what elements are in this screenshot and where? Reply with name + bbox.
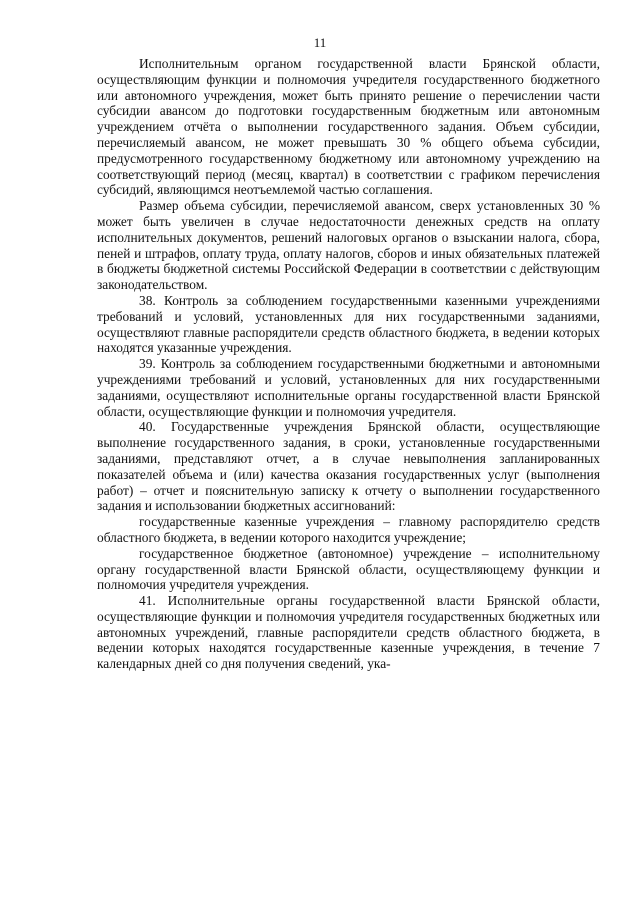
paragraph-subsidy-increase: Размер объема субсидии, перечисляемой авансом, сверх установленных 30 % может быть увеличен в случае недостаточности денежных средств на оплату исполнительных документов, решений налоговых органов о взыскании налога, сбора, пеней и штрафов, оплату труда, оплату налогов, сборов и иных обязательных платежей в бюджеты бюджетной системы Российской Федерации в соответствии с действующим законодательством. [97,198,600,293]
paragraph-40: 40. Государственные учреждения Брянской области, осуществляющие выполнение государственного задания, в сроки, установленные государственными заданиями, представляют отчет, а в случае невыполнения запланированных показателей объема и (или) качества оказания государственных услуг (выполнения работ) – отчет и пояснительную записку к отчету о выполнении государственного задания и использовании бюджетных ассигнований: [97,419,600,514]
document-body [97,56,600,672]
paragraph-39: 39. Контроль за соблюдением государственными бюджетными и автономными учреждениями требований и условий, установленных для них государственными заданиями, осуществляют исполнительные органы государственной власти Брянской области, осуществляющие функции и полномочия учредителя. [97,356,600,419]
paragraph-41: 41. Исполнительные органы государственной власти Брянской области, осуществляющие функции и полномочия учредителя государственных бюджетных или автономных учреждений, главные распорядители средств областного бюджета, в ведении которых находятся государственные казенные учреждения, в течение 7 календарных дней со дня получения сведений, ука- [97,593,600,672]
paragraph-38: 38. Контроль за соблюдением государственными казенными учреждениями требований и условий, установленных для них государственными заданиями, осуществляют главные распорядители средств областного бюджета, в ведении которых находятся указанные учреждения. [97,292,600,356]
paragraph-40-kazennye: государственные казенные учреждения – главному распорядителю средств областного бюджета, в ведении которого находится учреждение; [97,514,600,545]
paragraph-40-budgetnye: государственное бюджетное (автономное) учреждение – исполнительному органу государственной власти Брянской области, осуществляющему функции и полномочия учредителя учреждения. [97,545,600,593]
paragraph-subsidy-advance: Исполнительным органом государственной власти Брянской области, осуществляющим функции и полномочия учредителя государственного бюджетного или автономного учреждения, может быть принято решение о перечислении части субсидии авансом до подготовки государственным бюджетным или автономным учреждением отчёта о выполнении государственного задания. Объем субсидии, перечисляемый авансом, не может превышать 30 % общего объема субсидии, предусмотренного государственному бюджетному или автономному учреждению на соответствующий период (месяц, квартал) в соответствии с графиком перечисления субсидий, являющимся неотъемлемой частью соглашения. [97,56,600,198]
page-number: 11 [313,35,327,50]
